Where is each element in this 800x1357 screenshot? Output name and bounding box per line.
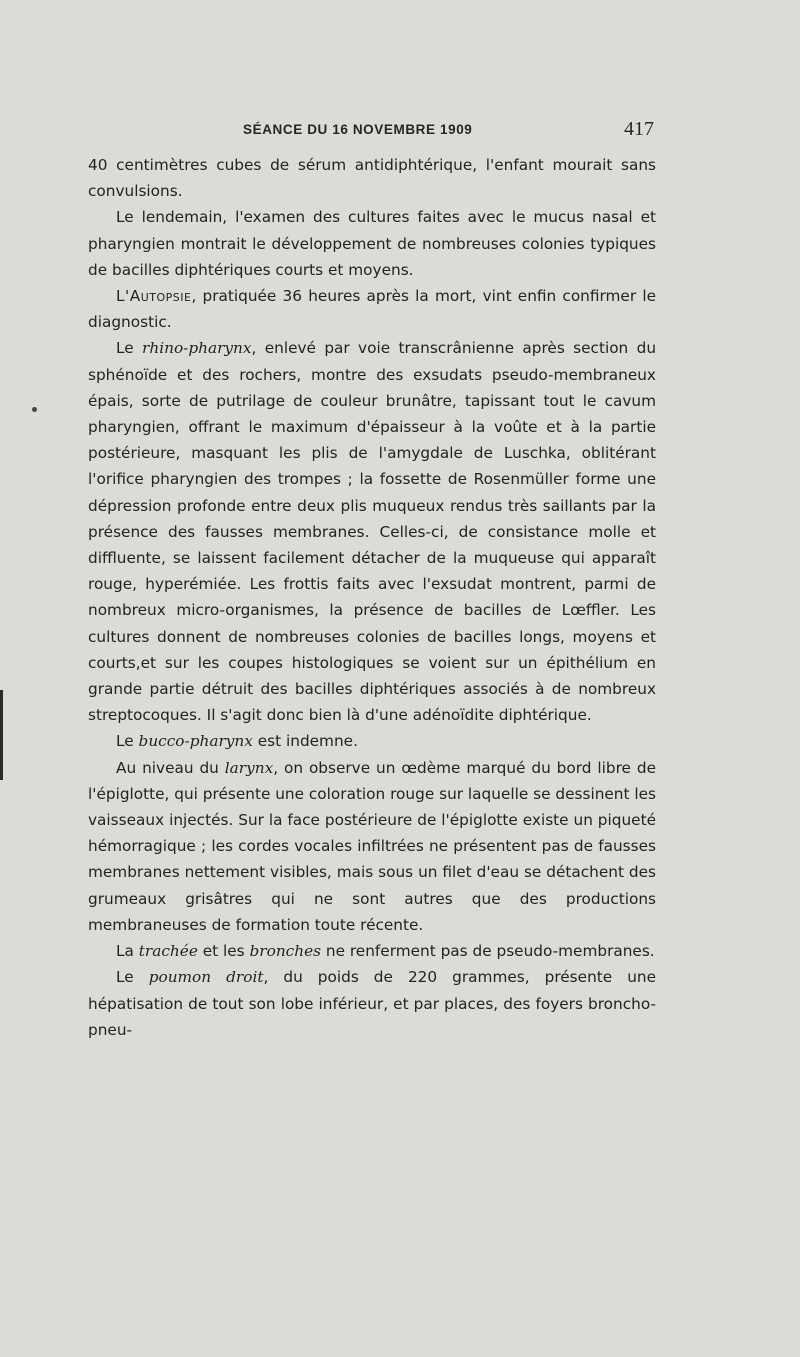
page-number: 417 — [624, 118, 654, 140]
text-run: Le — [116, 732, 139, 751]
paragraph-rhino-pharynx — [88, 335, 656, 728]
text-run: Le — [116, 968, 149, 987]
running-head: SÉANCE DU 16 NOVEMBRE 1909 — [243, 122, 473, 137]
paragraph-cultures: Le lendemain, l'examen des cultures faites avec le mucus nasal et pharyngien montrait le développement de nombreuses colonies typiques de bacilles diphtériques courts et moyens. — [88, 208, 656, 279]
section-lead-autopsie: L'Autopsie — [116, 287, 192, 306]
margin-mark — [32, 407, 37, 412]
text-run: La — [116, 942, 139, 961]
paragraph-autopsie-text: , pratiquée 36 heures après la mort, vint enfin confirmer le diagnostic. — [88, 287, 656, 332]
term-trachee: trachée — [138, 942, 198, 961]
text-run: , du poids de 220 grammes, présente une hépatisation de tout son lobe inférieur, et par places, des foyers broncho-pneu- — [88, 968, 656, 1039]
term-poumon-droit: poumon droit — [148, 968, 264, 987]
paragraph-bucco-pharynx — [88, 728, 656, 754]
paragraph-poumon — [88, 964, 656, 1043]
paragraph-continuation: 40 centimètres cubes de sérum antidiphtérique, l'enfant mourait sans convulsions. — [88, 156, 656, 201]
body-text — [88, 152, 656, 1043]
text-run: ne renferment pas de pseudo-membranes. — [321, 942, 655, 961]
text-run: Le — [116, 339, 143, 358]
term-larynx: larynx — [224, 758, 274, 777]
term-rhino-pharynx: rhino-pharynx — [142, 339, 252, 358]
text-run: Au niveau du — [116, 758, 225, 777]
term-bucco-pharynx: bucco-pharynx — [138, 732, 253, 751]
term-bronches: bronches — [249, 942, 322, 961]
page-header — [88, 118, 656, 144]
paragraph-larynx — [88, 755, 656, 938]
text-run: et les — [197, 942, 250, 961]
text-run: , enlevé par voie transcrânienne après section du sphénoïde et des rochers, montre des exsudats pseudo-membraneux épais, sorte de putrilage de couleur brunâtre, tapissant tout le cavum pharyngien, offrant le maximum d'épaisseur à la voûte et à la partie postérieure, masquant les plis de l'amygdale de Luschka, oblitérant l'orifice pharyngien des trompes ; la fossette de Rosenmüller forme une dépression profonde entre deux plis muqueux rendus très saillants par la présence des fausses membranes. Celles-ci, de consistance molle et diffluente, se laissent facilement détacher de la muqueuse qui apparaît rouge, hyperémiée. Les frottis faits avec l'exsudat montrent, parmi de nombreux micro-organismes, la présence de bacilles de Lœffler. Les cultures donnent de nombreuses colonies de bacilles longs, moyens et courts,et sur les coupes histologiques se voient sur un épithélium en grande partie détruit des bacilles diphtériques associés à de nombreux streptocoques. Il s'agit donc bien là d'une adénoïdite diphtérique. — [88, 339, 657, 725]
paragraph-trachee — [88, 938, 656, 964]
scan-edge-mark — [0, 690, 3, 780]
text-run: est indemne. — [252, 732, 358, 751]
paragraph-autopsie — [88, 283, 656, 335]
text-run: , on observe un œdème marqué du bord libre de l'épiglotte, qui présente une coloration rouge sur laquelle se dessinent les vaisseaux injectés. Sur la face postérieure de l'épiglotte existe un piqueté hémorragique ; les cordes vocales infiltrées ne présentent pas de fausses membranes nettement visibles, mais sous un filet d'eau se détachent des grumeaux grisâtres qui ne sont autres que des productions membraneuses de formation toute récente. — [88, 758, 656, 934]
